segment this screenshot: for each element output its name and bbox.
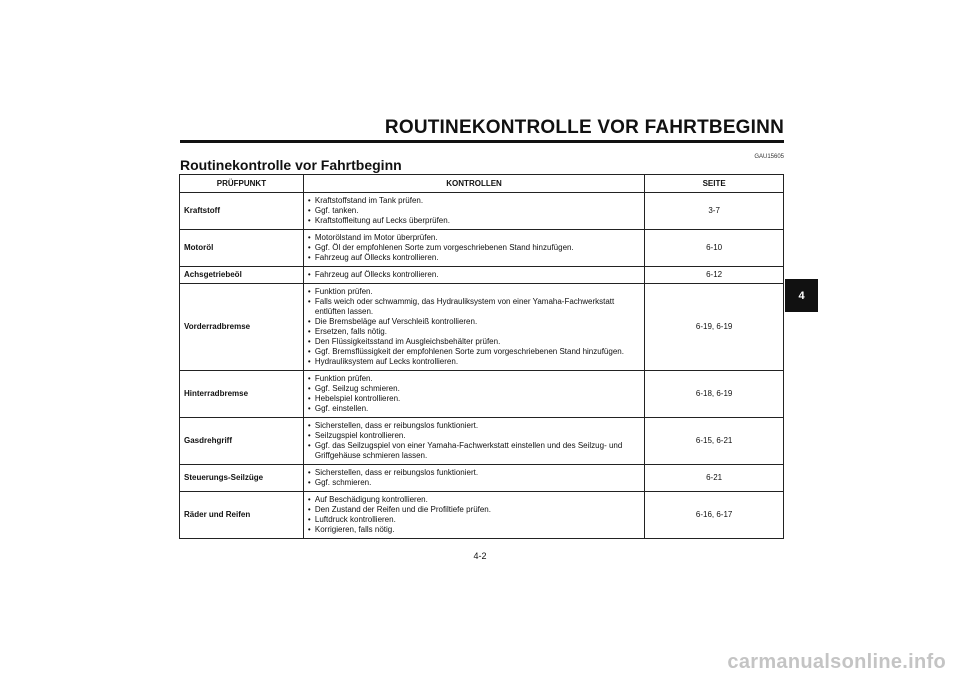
page-reference: 6-21 bbox=[645, 465, 784, 492]
check-list-item: • Den Zustand der Reifen und die Profiltiefe prüfen. bbox=[308, 505, 640, 515]
check-list-item: • Ggf. Seilzug schmieren. bbox=[308, 384, 640, 394]
page-reference: 3-7 bbox=[645, 193, 784, 230]
inspection-table bbox=[179, 174, 784, 539]
check-list-cell bbox=[303, 492, 644, 539]
check-list-item: • Ggf. tanken. bbox=[308, 206, 640, 216]
table-row bbox=[180, 492, 784, 539]
check-list-item: • Hydrauliksystem auf Lecks kontrollieren. bbox=[308, 357, 640, 367]
section-title: Routinekontrolle vor Fahrtbeginn bbox=[180, 157, 402, 173]
watermark: carmanualsonline.info bbox=[727, 651, 946, 673]
check-list-item: • Ggf. einstellen. bbox=[308, 404, 640, 414]
check-list bbox=[308, 495, 640, 535]
check-list-item: • Sicherstellen, dass er reibungslos funktioniert. bbox=[308, 421, 640, 431]
table-body bbox=[180, 193, 784, 539]
check-list bbox=[308, 468, 640, 488]
table-row bbox=[180, 465, 784, 492]
check-item-name: Vorderradbremse bbox=[180, 284, 304, 371]
page-header-title: ROUTINEKONTROLLE VOR FAHRTBEGINN bbox=[384, 117, 784, 138]
page-reference: 6-18, 6-19 bbox=[645, 371, 784, 418]
check-list-item: • Motorölstand im Motor überprüfen. bbox=[308, 233, 640, 243]
check-list-cell bbox=[303, 465, 644, 492]
check-list-item: • Ggf. schmieren. bbox=[308, 478, 640, 488]
page-reference: 6-10 bbox=[645, 230, 784, 267]
check-list-cell bbox=[303, 193, 644, 230]
table-row bbox=[180, 193, 784, 230]
check-list bbox=[308, 196, 640, 226]
check-list-item: • Die Bremsbeläge auf Verschleiß kontrollieren. bbox=[308, 317, 640, 327]
table-row bbox=[180, 371, 784, 418]
check-item-name: Gasdrehgriff bbox=[180, 418, 304, 465]
table-header-row bbox=[180, 175, 784, 193]
check-list-item: • Seilzugspiel kontrollieren. bbox=[308, 431, 640, 441]
check-list-item: • Auf Beschädigung kontrollieren. bbox=[308, 495, 640, 505]
check-list-item: • Sicherstellen, dass er reibungslos funktioniert. bbox=[308, 468, 640, 478]
column-header-item: PRÜFPUNKT bbox=[180, 175, 304, 193]
check-list bbox=[308, 421, 640, 461]
check-list-item: • Falls weich oder schwammig, das Hydrauliksystem von einer Yamaha-Fachwerkstatt entlüften lassen. bbox=[308, 297, 640, 317]
check-list-item: • Kraftstoffstand im Tank prüfen. bbox=[308, 196, 640, 206]
page-reference: 6-16, 6-17 bbox=[645, 492, 784, 539]
check-list-cell bbox=[303, 284, 644, 371]
check-item-name: Kraftstoff bbox=[180, 193, 304, 230]
chapter-tab: 4 bbox=[785, 279, 818, 312]
check-list bbox=[308, 270, 640, 280]
page-reference: 6-12 bbox=[645, 267, 784, 284]
check-item-name: Steuerungs-Seilzüge bbox=[180, 465, 304, 492]
table-row bbox=[180, 267, 784, 284]
check-list bbox=[308, 287, 640, 367]
check-list-item: • Ggf. Öl der empfohlenen Sorte zum vorgeschriebenen Stand hinzufügen. bbox=[308, 243, 640, 253]
check-list-cell bbox=[303, 267, 644, 284]
page-reference: 6-15, 6-21 bbox=[645, 418, 784, 465]
table-row bbox=[180, 230, 784, 267]
page-reference: 6-19, 6-19 bbox=[645, 284, 784, 371]
check-list-cell bbox=[303, 230, 644, 267]
check-list-item: • Ggf. Bremsflüssigkeit der empfohlenen Sorte zum vorgeschriebenen Stand hinzufügen. bbox=[308, 347, 640, 357]
page-number: 4-2 bbox=[473, 551, 487, 561]
check-list-item: • Funktion prüfen. bbox=[308, 374, 640, 384]
check-list bbox=[308, 233, 640, 263]
column-header-page: SEITE bbox=[645, 175, 784, 193]
check-list-item: • Funktion prüfen. bbox=[308, 287, 640, 297]
table-row bbox=[180, 284, 784, 371]
check-item-name: Achsgetriebeöl bbox=[180, 267, 304, 284]
column-header-checks: KONTROLLEN bbox=[303, 175, 644, 193]
check-item-name: Hinterradbremse bbox=[180, 371, 304, 418]
check-list bbox=[308, 374, 640, 414]
table-row bbox=[180, 418, 784, 465]
check-list-item: • Ersetzen, falls nötig. bbox=[308, 327, 640, 337]
check-list-cell bbox=[303, 371, 644, 418]
document-code: GAU15605 bbox=[754, 154, 784, 160]
check-list-item: • Fahrzeug auf Öllecks kontrollieren. bbox=[308, 253, 640, 263]
check-item-name: Räder und Reifen bbox=[180, 492, 304, 539]
check-item-name: Motoröl bbox=[180, 230, 304, 267]
check-list-item: • Hebelspiel kontrollieren. bbox=[308, 394, 640, 404]
header-rule bbox=[180, 140, 784, 143]
check-list-item: • Kraftstoffleitung auf Lecks überprüfen. bbox=[308, 216, 640, 226]
check-list-item: • Ggf. das Seilzugspiel von einer Yamaha-Fachwerkstatt einstellen und des Seilzug- und Griffgehäuse schmieren lassen. bbox=[308, 441, 640, 461]
check-list-item: • Den Flüssigkeitsstand im Ausgleichsbehälter prüfen. bbox=[308, 337, 640, 347]
check-list-cell bbox=[303, 418, 644, 465]
check-list-item: • Fahrzeug auf Öllecks kontrollieren. bbox=[308, 270, 640, 280]
check-list-item: • Korrigieren, falls nötig. bbox=[308, 525, 640, 535]
check-list-item: • Luftdruck kontrollieren. bbox=[308, 515, 640, 525]
